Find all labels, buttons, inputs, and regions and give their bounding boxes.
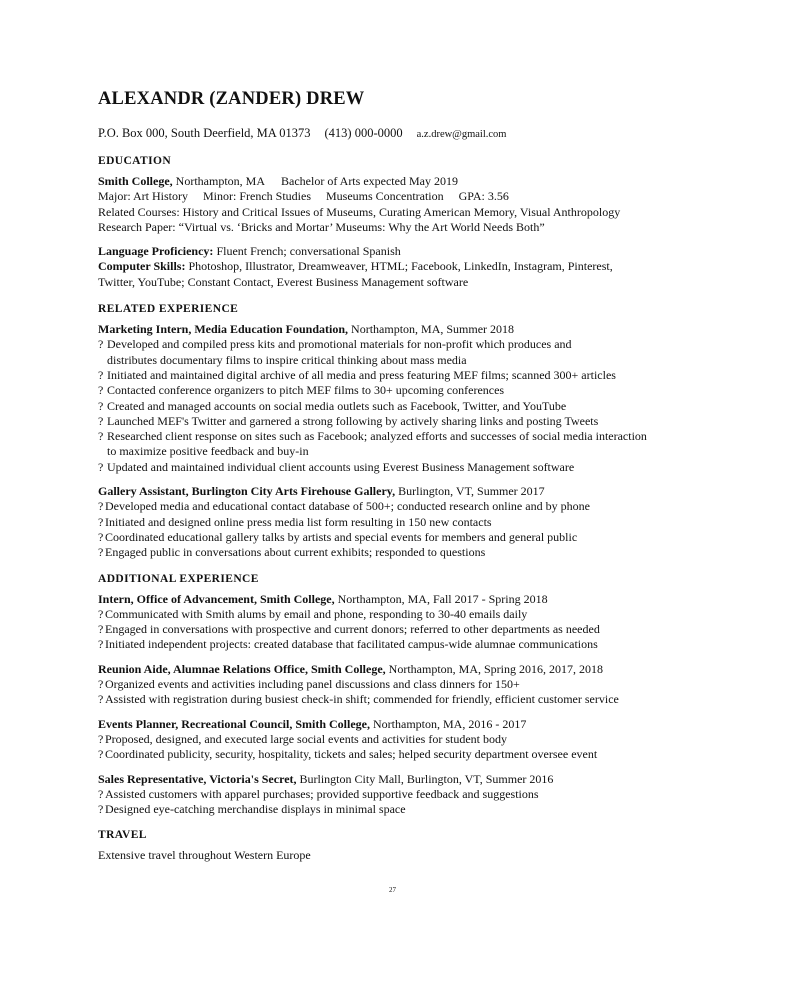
bullet-text: Developed and compiled press kits and promotional materials for non-profit which produces and	[107, 337, 572, 352]
bullet-item	[98, 368, 718, 383]
skills-line-2: Twitter, YouTube; Constant Contact, Everest Business Management software	[98, 274, 469, 289]
bullet-text: Organized events and activities including panel discussions and class dinners for 150+	[105, 677, 520, 692]
school-name: Smith College,	[98, 174, 173, 188]
bullet-item	[98, 622, 718, 637]
skills-label: Computer Skills:	[98, 259, 186, 274]
degree: Bachelor of Arts expected May 2019	[281, 174, 458, 188]
job-title: Marketing Intern, Media Education Foundation,	[98, 322, 349, 337]
bullet-marker: ?	[98, 545, 104, 560]
bullet-marker: ?	[98, 529, 104, 544]
bullet-text: Engaged in conversations with prospective and current donors; referred to other departments as needed	[105, 622, 600, 637]
school-location: Northampton, MA	[175, 174, 265, 188]
bullet-marker: ?	[98, 398, 104, 413]
bullet-text: Communicated with Smith alums by email and phone, responding to 30-40 emails daily	[105, 606, 528, 621]
language-value: Fluent French; conversational Spanish	[216, 244, 401, 259]
bullet-marker: ?	[98, 413, 104, 428]
job-meta: Northampton, MA, Spring 2016, 2017, 2018	[388, 661, 604, 676]
resume-page	[98, 88, 718, 864]
language-line	[98, 244, 718, 259]
travel-text: Extensive travel throughout Western Europe	[98, 848, 311, 863]
bullet-marker: ?	[98, 786, 104, 801]
bullet-marker: ?	[98, 606, 104, 621]
skills-value: Photoshop, Illustrator, Dreamweaver, HTML; Facebook, LinkedIn, Instagram, Pinterest,	[188, 259, 613, 274]
bullet-text: Proposed, designed, and executed large social events and activities for student body	[105, 731, 507, 746]
bullet-text: Researched client response on sites such as Facebook; analyzed efforts and successes of social media interaction	[107, 429, 647, 444]
email: a.z.drew@gmail.com	[416, 129, 507, 140]
bullet-marker: ?	[98, 622, 104, 637]
education-school-line	[98, 174, 718, 189]
bullet-item	[98, 692, 718, 707]
bullet-item	[98, 732, 718, 747]
bullet-item	[98, 414, 718, 429]
bullet-item	[98, 383, 718, 398]
education-courses: Related Courses: History and Critical Issues of Museums, Curating American Memory, Visual Anthropology	[98, 204, 621, 219]
education-paper: Research Paper: “Virtual vs. ‘Bricks and Mortar’ Museums: Why the Art World Needs Both”	[98, 219, 545, 234]
bullet-item	[98, 429, 718, 444]
job-meta: Burlington City Mall, Burlington, VT, Summer 2016	[299, 771, 554, 786]
bullet-marker: ?	[98, 677, 104, 692]
bullet-text: Launched MEF's Twitter and garnered a strong following by actively sharing links and posting Tweets	[107, 413, 599, 428]
bullet-marker: ?	[98, 692, 104, 707]
education-details: Major: Art History Minor: French Studies Museums Concentration GPA: 3.56	[98, 189, 509, 204]
bullet-text: Initiated and maintained digital archive of all media and press featuring MEF films; scanned 300+ articles	[107, 367, 616, 382]
bullet-item	[98, 637, 718, 652]
bullet-text: Created and managed accounts on social media outlets such as Facebook, Twitter, and YouTube	[107, 398, 567, 413]
bullet-item	[98, 677, 718, 692]
bullet-item	[98, 499, 718, 514]
bullet-item	[98, 545, 718, 560]
language-label: Language Proficiency:	[98, 244, 214, 259]
bullet-marker: ?	[98, 747, 104, 762]
bullet-marker: ?	[98, 802, 104, 817]
bullet-text: Assisted with registration during busiest check-in shift; commended for friendly, efficient customer service	[105, 692, 619, 707]
page-number: 27	[389, 886, 396, 894]
section-education-heading: EDUCATION	[98, 155, 172, 167]
job-title-line	[98, 322, 718, 337]
bullet-item	[98, 515, 718, 530]
section-additional-heading: ADDITIONAL EXPERIENCE	[98, 572, 259, 585]
job-title-line	[98, 662, 718, 677]
bullet-marker: ?	[98, 367, 104, 382]
skills-line	[98, 259, 718, 274]
bullet-marker: ?	[98, 731, 104, 746]
bullet-item	[98, 337, 718, 352]
job-meta: Northampton, MA, 2016 - 2017	[373, 716, 527, 731]
bullet-marker: ?	[98, 499, 104, 514]
bullet-marker: ?	[98, 514, 104, 529]
bullet-marker: ?	[98, 337, 104, 352]
bullet-text: Engaged public in conversations about current exhibits; responded to questions	[105, 545, 486, 560]
job-title: Intern, Office of Advancement, Smith College,	[98, 591, 335, 606]
bullet-continuation: to maximize positive feedback and buy-in	[107, 444, 309, 459]
job-title: Reunion Aide, Alumnae Relations Office, Smith College,	[98, 661, 386, 676]
job-title: Gallery Assistant, Burlington City Arts Firehouse Gallery,	[98, 484, 396, 499]
bullet-text: Developed media and educational contact database of 500+; conducted research online and by phone	[105, 499, 590, 514]
bullet-item	[98, 607, 718, 622]
phone: (413) 000-0000	[324, 126, 403, 140]
bullet-text: Updated and maintained individual client accounts using Everest Business Management software	[107, 459, 575, 474]
job-title-line	[98, 592, 718, 607]
bullet-continuation: distributes documentary films to inspire critical thinking about mass media	[107, 352, 467, 367]
bullet-text: Initiated independent projects: created database that facilitated campus-wide alumnae communications	[105, 637, 598, 652]
contact-line	[98, 125, 718, 143]
bullet-text: Designed eye-catching merchandise displays in minimal space	[105, 802, 406, 817]
job-meta: Northampton, MA, Summer 2018	[351, 322, 515, 337]
job-title: Events Planner, Recreational Council, Smith College,	[98, 716, 370, 731]
address: P.O. Box 000, South Deerfield, MA 01373	[98, 126, 311, 140]
job-title-line	[98, 717, 718, 732]
bullet-text: Coordinated publicity, security, hospitality, tickets and sales; helped security department oversee event	[105, 747, 598, 762]
section-related-heading: RELATED EXPERIENCE	[98, 303, 239, 316]
bullet-marker: ?	[98, 429, 104, 444]
bullet-text: Initiated and designed online press media list form resulting in 150 new contacts	[105, 514, 492, 529]
bullet-text: Coordinated educational gallery talks by artists and special events for members and general public	[105, 529, 578, 544]
section-travel-heading: TRAVEL	[98, 829, 147, 842]
bullet-item	[98, 802, 718, 817]
bullet-item	[98, 460, 718, 475]
candidate-name: ALEXANDR (ZANDER) DREW	[98, 89, 365, 109]
bullet-text: Contacted conference organizers to pitch MEF films to 30+ upcoming conferences	[107, 383, 505, 398]
job-title-line	[98, 484, 718, 499]
bullet-item	[98, 787, 718, 802]
bullet-item	[98, 399, 718, 414]
bullet-marker: ?	[98, 637, 104, 652]
bullet-item	[98, 530, 718, 545]
bullet-marker: ?	[98, 459, 104, 474]
job-meta: Burlington, VT, Summer 2017	[398, 484, 545, 499]
job-title-line	[98, 772, 718, 787]
job-meta: Northampton, MA, Fall 2017 - Spring 2018	[337, 591, 548, 606]
bullet-item	[98, 747, 718, 762]
bullet-text: Assisted customers with apparel purchases; provided supportive feedback and suggestions	[105, 786, 539, 801]
job-title: Sales Representative, Victoria's Secret,	[98, 771, 297, 786]
bullet-marker: ?	[98, 383, 104, 398]
